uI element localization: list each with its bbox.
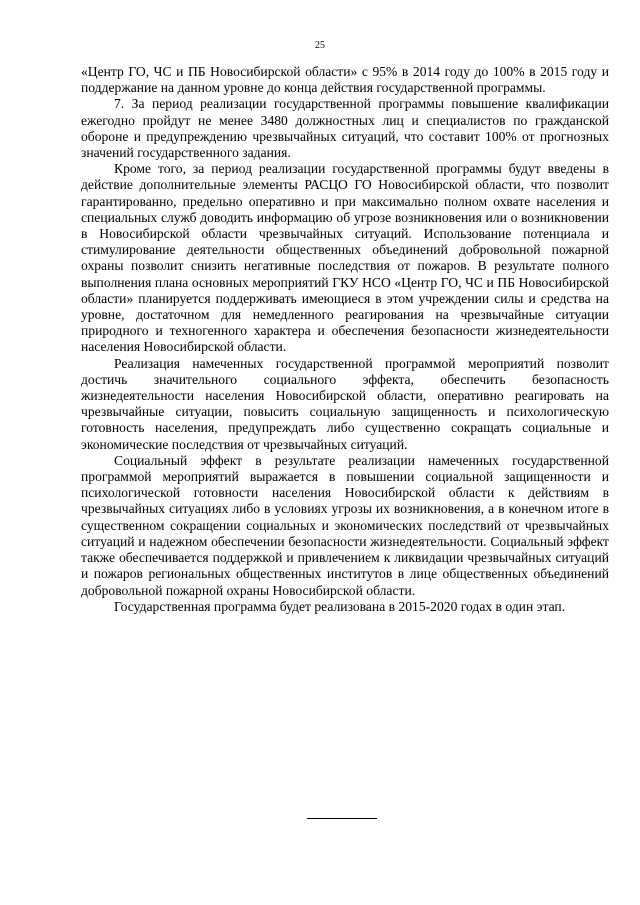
paragraph-social-effect: Социальный эффект в результате реализации намеченных государственной программой мероприятий выражается в повышении социальной защищенности и психологической готовности населения Новосибирской области к действиям в чрезвычайных ситуациях либо в условиях угрозы их возникновения, а в конечном итоге в существенном сокращении социальных и экономических последствий от чрезвычайных ситуаций и надежном обеспечении безопасности жизнедеятельности. Социальный эффект также обеспечивается поддержкой и привлечением к ликвидации чрезвычайных ситуаций и пожаров региональных общественных институтов в лице общественных объединений добровольной пожарной охраны Новосибирской области. xyxy=(81,452,609,598)
end-of-document-rule xyxy=(307,818,377,819)
paragraph-rasco: Кроме того, за период реализации государственной программы будут введены в действие дополнительные элементы РАСЦО ГО Новосибирской области, что позволит гарантированно, предельно оперативно и при максимально полном охвате населения и специальных служб доводить информацию об угрозе возникновения или о возникновении в Новосибирской области чрезвычайных ситуаций. Использование потенциала и стимулирование деятельности общественных объединений добровольной пожарной охраны позволит снизить негативные последствия от пожаров. В результате полного выполнения плана основных мероприятий ГКУ НСО «Центр ГО, ЧС и ПБ Новосибирской области» планируется поддерживать имеющиеся в этом учреждении силы и средства на уровне, достаточном для немедленного реагирования на чрезвычайные ситуации природного и техногенного характера и обеспечения безопасности жизнедеятельности населения Новосибирской области. xyxy=(81,161,609,355)
paragraph-item-7: 7. За период реализации государственной программы повышение квалификации ежегодно пройдут не менее 3480 должностных лиц и специалистов по гражданской обороне и предупреждению чрезвычайных ситуаций, что составит 100% от прогнозных значений государственного задания. xyxy=(81,96,609,161)
paragraph-continuation: «Центр ГО, ЧС и ПБ Новосибирской области» с 95% в 2014 году до 100% в 2015 году и поддержание на данном уровне до конца действия государственной программы. xyxy=(81,64,609,96)
page-number: 25 xyxy=(315,40,325,51)
paragraph-implementation-period: Государственная программа будет реализована в 2015-2020 годах в один этап. xyxy=(114,598,566,614)
paragraph-social-effect-intro: Реализация намеченных государственной программой мероприятий позволит достичь значительного социального эффекта, обеспечить безопасность жизнедеятельности населения Новосибирской области, оперативно реагировать на чрезвычайные ситуации, повысить социальную защищенность и психологическую готовность населения, предупреждать либо существенно сокращать социальные и экономические последствия от чрезвычайных ситуаций. xyxy=(81,355,609,452)
document-body xyxy=(81,64,609,615)
